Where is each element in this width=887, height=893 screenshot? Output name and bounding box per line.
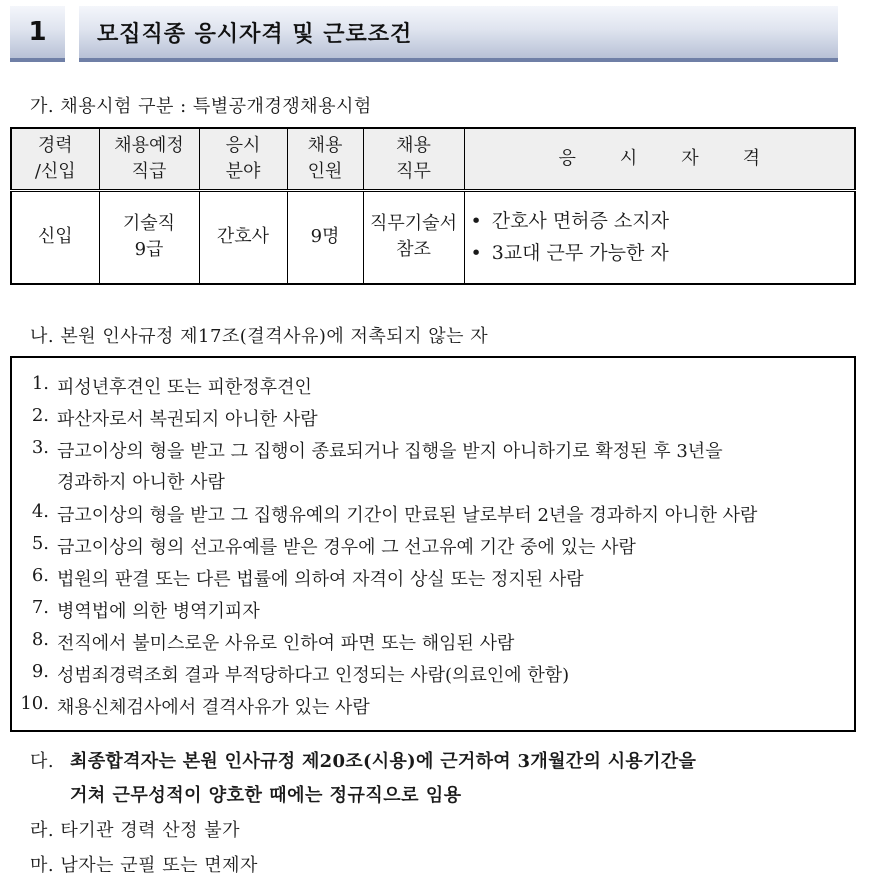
list-item: 10. 채용신체검사에서 결격사유가 있는 사람 [20, 693, 370, 718]
exam-type-line: 가. 채용시험 구분 : 특별공개경쟁채용시험 [30, 96, 372, 117]
cell-duty: 직무기술서 참조 [363, 190, 464, 284]
list-item: 7. 병역법에 의한 병역기피자 [31, 597, 260, 622]
header-grade: 채용예정 직급 [99, 128, 199, 190]
disqualification-heading: 나. 본원 인사규정 제17조(결격사유)에 저촉되지 않는 자 [30, 326, 489, 347]
list-item: 8. 전직에서 불미스로운 사유로 인하여 파면 또는 해임된 사람 [31, 629, 515, 654]
header-duty: 채용 직무 [363, 128, 464, 190]
cell-count: 9명 [287, 190, 363, 284]
header-field: 응시 분야 [199, 128, 287, 190]
section-number-box [10, 6, 65, 62]
probation-line-1: 최종합격자는 본원 인사규정 제20조(시용)에 근거하여 3개월간의 시용기간을 [70, 751, 697, 772]
header-career: 경력 /신입 [11, 128, 99, 190]
section-number: 1 [28, 17, 47, 47]
list-item: 6. 법원의 판결 또는 다른 법률에 의하여 자격이 상실 또는 정지된 사람 [31, 565, 584, 590]
section-title-box [79, 6, 838, 62]
list-item: 9. 성범죄경력조회 결과 부적당하다고 인정되는 사람(의료인에 한함) [31, 661, 570, 686]
cell-qualifications [464, 190, 855, 284]
header-count: 채용 인원 [287, 128, 363, 190]
list-item: 1. 피성년후견인 또는 피한정후견인 [31, 373, 312, 398]
military-note-line: 마. 남자는 군필 또는 면제자 [30, 855, 258, 876]
disqualification-box [10, 356, 856, 732]
requirements-table [10, 127, 856, 285]
table-row [11, 190, 855, 284]
table-header-row [11, 128, 855, 190]
qualification-item: • 3교대 근무 가능한 자 [471, 237, 853, 269]
cell-career: 신입 [11, 190, 99, 284]
header-qualification: 응시자격 [464, 128, 855, 190]
disqualification-list [12, 373, 854, 725]
probation-label: 다. [30, 751, 55, 772]
cell-grade: 기술직 9급 [99, 190, 199, 284]
probation-line-2: 거쳐 근무성적이 양호한 때에는 정규직으로 임용 [70, 785, 462, 806]
list-item: 5. 금고이상의 형의 선고유예를 받은 경우에 그 선고유예 기간 중에 있는 사람 [31, 533, 636, 558]
list-item: 2. 파산자로서 복권되지 아니한 사람 [31, 405, 318, 430]
list-item: 4. 금고이상의 형을 받고 그 집행유예의 기간이 만료된 날로부터 2년을 경과하지 아니한 사람 [31, 501, 758, 526]
cell-field: 간호사 [199, 190, 287, 284]
list-item: 3. 금고이상의 형을 받고 그 집행이 종료되거나 집행을 받지 아니하기로 확정된 후 3년을 경과하지 아니한 사람 [31, 437, 723, 493]
section-title: 모집직종 응시자격 및 근로조건 [97, 21, 413, 47]
qualification-item: • 간호사 면허증 소지자 [471, 205, 853, 237]
career-note-line: 라. 타기관 경력 산정 불가 [30, 820, 240, 841]
